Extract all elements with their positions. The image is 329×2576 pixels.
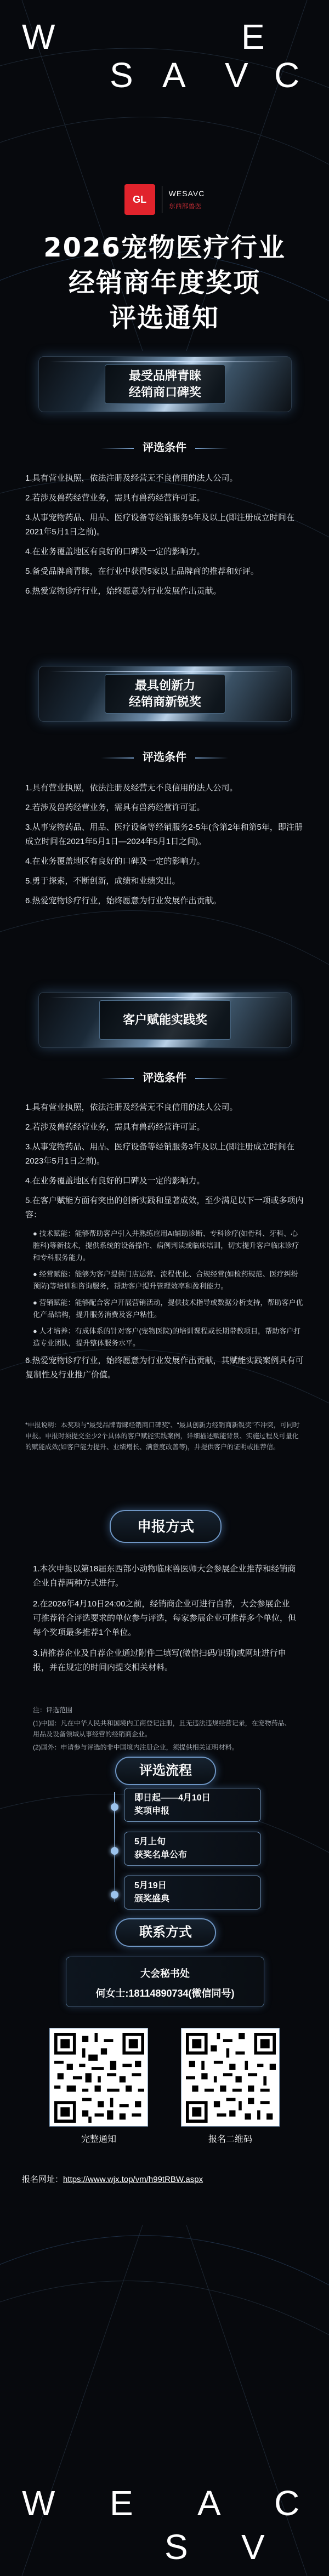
award-2-name-line-1: 最具创新力 bbox=[134, 679, 195, 692]
award-2-title bbox=[105, 674, 225, 714]
criteria-subitem: ● 经营赋能：能够为客户提供门店运营、流程优化、合规经营(如检药规范、医疗纠纷预防)等培训和咨询服务，帮助客户提升管理效率和盈利能力。 bbox=[33, 1270, 298, 1290]
flow-step-label: 奖项申报 bbox=[134, 1806, 170, 1816]
award-3-name: 客户赋能实践奖 bbox=[122, 1013, 207, 1027]
criteria-item: 5.在客户赋能方面有突出的创新实践和显著成效，至少满足以下一项或多项内容： bbox=[25, 1196, 304, 1219]
apply-item: 3.请推荐企业及自荐企业通过附件二填写(微信扫码/识别)或网址进行申报，并在规定的时间内提交相关材料。 bbox=[33, 1649, 286, 1672]
brand-letter-w: W bbox=[22, 17, 56, 56]
criteria-heading-text: 评选条件 bbox=[143, 751, 186, 763]
criteria-item: 4.在业务覆盖地区有良好的口碑及一定的影响力。 bbox=[25, 857, 205, 866]
award-2-criteria-list bbox=[25, 781, 305, 914]
contact-heading: 联系方式 bbox=[115, 1918, 216, 1947]
award-2-name-line-2: 经销商新锐奖 bbox=[128, 695, 201, 709]
award-1-name-line-2: 经销商口碑奖 bbox=[128, 385, 201, 399]
flow-step-date: 5月19日 bbox=[134, 1881, 167, 1890]
criteria-item: 2.若涉及兽药经营业务，需具有兽药经营许可证。 bbox=[25, 493, 205, 503]
title-line-1: 2026宠物医疗行业 bbox=[43, 232, 286, 263]
award-2-banner bbox=[38, 666, 292, 722]
scope-note-line: (1)中国：凡在中华人民共和国境内工商登记注册，且无违法违规经营记录，在宠物药品、用品及设备领域从事经营的经销商企业。 bbox=[33, 1719, 291, 1738]
logo-cn: 东西部兽医 bbox=[168, 202, 202, 210]
award-3-title bbox=[99, 1000, 231, 1040]
award-1-name-line-1: 最受品牌青睐 bbox=[128, 369, 201, 383]
apply-scope-note bbox=[33, 1705, 296, 1755]
criteria-item: 6.热爱宠物诊疗行业，始终愿意为行业发展作出贡献，其赋能实践案例具有可复制性及行业推广价值。 bbox=[25, 1356, 304, 1380]
flow-step-label: 获奖名单公布 bbox=[134, 1850, 188, 1860]
brand-letter-e: E bbox=[110, 2483, 134, 2523]
apply-item: 2.在2026年4月10日24:00之前，经销商企业可进行自荐，大会参展企业可推荐符合评选要求的单位参与评选，每家参展企业可推荐多个单位，但每个奖项最多推荐1个单位。 bbox=[33, 1599, 297, 1637]
qr-code-pattern bbox=[186, 2033, 276, 2123]
flow-step-date: 即日起——4月10日 bbox=[134, 1793, 211, 1803]
award-1-criteria-heading bbox=[0, 438, 329, 454]
title-line-3: 评选通知 bbox=[109, 303, 219, 333]
hero bbox=[0, 0, 329, 351]
award-1-criteria-list bbox=[25, 471, 305, 604]
criteria-item: 3.从事宠物药品、用品、医疗设备等经销服务2-5年(含第2年和第5年，即注册成立时间在2021年5月1日—2024年5月1日之间)。 bbox=[25, 823, 303, 846]
contact-box bbox=[66, 1957, 264, 2007]
flow-heading: 评选流程 bbox=[115, 1757, 216, 1785]
divider bbox=[195, 1078, 228, 1079]
flow-dot bbox=[111, 1847, 118, 1855]
brand-letter-e: E bbox=[241, 17, 266, 56]
flow-dot bbox=[111, 1803, 118, 1811]
registration-url-link[interactable]: https://www.wjx.top/vm/h99tRBW.aspx bbox=[63, 2175, 203, 2184]
brand-letter-c: C bbox=[274, 55, 301, 95]
flow-step-date: 5月上旬 bbox=[134, 1837, 166, 1846]
contact-person: 何女士:18114890734(微信同号) bbox=[95, 1988, 235, 1999]
flow-dot bbox=[111, 1891, 118, 1899]
contact-org: 大会秘书处 bbox=[140, 1968, 190, 1979]
banner-glow bbox=[50, 997, 280, 998]
criteria-item: 1.具有营业执照，依法注册及经营无不良信用的法人公司。 bbox=[25, 1103, 238, 1112]
title-line-2: 经销商年度奖项 bbox=[68, 267, 260, 298]
apply-heading: 申报方式 bbox=[110, 1510, 222, 1543]
award-3-banner bbox=[38, 992, 292, 1048]
brand-letter-c: C bbox=[274, 2483, 301, 2523]
divider bbox=[101, 757, 134, 759]
qr-code-full-notice[interactable] bbox=[49, 2028, 148, 2127]
criteria-item: 1.具有营业执照，依法注册及经营无不良信用的法人公司。 bbox=[25, 783, 238, 793]
award-3-criteria-heading bbox=[0, 1069, 329, 1085]
criteria-subitem: ● 人才培养：有成体系的针对客户(宠物医院)的培训课程或长期带教项目，帮助客户打造专业团队，提升整体服务水平。 bbox=[33, 1327, 301, 1347]
brand-letter-v: V bbox=[225, 55, 249, 95]
flow-step-3 bbox=[124, 1876, 261, 1910]
brand-letter-a: A bbox=[197, 2483, 222, 2523]
apply-item: 1.本次申报以第18届东西部小动物临床兽医师大会参展企业推荐和经销商企业自荐两种方式进行。 bbox=[33, 1564, 296, 1588]
flow-step-2 bbox=[124, 1832, 261, 1866]
criteria-item: 3.从事宠物药品、用品、医疗设备等经销服务3年及以上(即注册成立时间在2023年5月1日之前)。 bbox=[25, 1142, 294, 1166]
banner-glow bbox=[50, 361, 280, 362]
qr-label-registration: 报名二维码 bbox=[208, 2135, 252, 2144]
logo-text bbox=[169, 189, 205, 210]
brand-letter-v: V bbox=[241, 2527, 266, 2567]
brand-letter-a: A bbox=[162, 55, 187, 95]
award-1-banner bbox=[38, 356, 292, 412]
registration-url-line bbox=[22, 2173, 307, 2185]
criteria-item: 2.若涉及兽药经营业务，需具有兽药经营许可证。 bbox=[25, 1122, 205, 1132]
award-3-footnote: *申报说明：本奖项与“最受品牌青睐经销商口碑奖”、“最具创新力经销商新锐奖”不冲突，可同时申报。申报时须提交至少2个具体的客户赋能实践案例，详细描述赋能背景、实施过程及可量化的赋能成效(如客户能力提升、业绩增长、满意度改善等)，并提供客户的证明或推荐信。 bbox=[25, 1421, 300, 1451]
criteria-subitem: ● 营销赋能：能够配合客户开展营销活动，提供技术指导或数据分析支持，帮助客户优化产品结构，提升服务消费及客户粘性。 bbox=[33, 1298, 303, 1319]
divider bbox=[101, 448, 134, 449]
logo-mark: GL bbox=[124, 184, 155, 215]
brand-letter-w: W bbox=[22, 2483, 56, 2523]
brand-logo bbox=[0, 184, 329, 215]
criteria-subitem: ● 技术赋能：能够帮助客户引入并熟练应用AI辅助诊断、专科诊疗(如骨科、牙科、心脏科)等新技术，提供系统的设备操作、病例判读或临床培训，切实提升客户临床诊疗和专科服务能力。 bbox=[33, 1229, 299, 1262]
criteria-item: 3.从事宠物药品、用品、医疗设备等经销服务5年及以上(即注册成立时间在2021年5月1日之前)。 bbox=[25, 513, 294, 537]
criteria-heading-text: 评选条件 bbox=[143, 442, 186, 454]
criteria-item: 6.热爱宠物诊疗行业，始终愿意为行业发展作出贡献。 bbox=[25, 896, 222, 905]
url-label: 报名网址： bbox=[22, 2175, 64, 2184]
criteria-item: 6.热爱宠物诊疗行业，始终愿意为行业发展作出贡献。 bbox=[25, 586, 222, 596]
criteria-item: 5.勇于探索，不断创新，成绩和业绩突出。 bbox=[25, 876, 180, 886]
qr-code-pattern bbox=[54, 2033, 144, 2123]
criteria-item: 1.具有营业执照，依法注册及经营无不良信用的法人公司。 bbox=[25, 474, 238, 483]
brand-letter-s: S bbox=[110, 55, 134, 95]
flow-step-label: 颁奖盛典 bbox=[134, 1894, 170, 1903]
main-title bbox=[0, 230, 329, 335]
divider bbox=[195, 448, 228, 449]
apply-method-list bbox=[33, 1562, 296, 1682]
banner-glow bbox=[50, 671, 280, 672]
award-3-criteria-list bbox=[25, 1101, 305, 1388]
award-2-criteria-heading bbox=[0, 748, 329, 764]
criteria-item: 4.在业务覆盖地区有良好的口碑及一定的影响力。 bbox=[25, 1176, 205, 1186]
qr-label-full-notice: 完整通知 bbox=[81, 2135, 116, 2144]
divider bbox=[195, 757, 228, 759]
divider bbox=[101, 1078, 134, 1079]
criteria-heading-text: 评选条件 bbox=[143, 1072, 186, 1084]
scope-note-line: 注：评选范围 bbox=[33, 1706, 73, 1714]
flow-step-1 bbox=[124, 1788, 261, 1822]
criteria-item: 5.备受品牌商青睐，在行业中获得5家以上品牌商的推荐和好评。 bbox=[25, 567, 259, 576]
award-1-title bbox=[105, 364, 225, 404]
criteria-item: 2.若涉及兽药经营业务，需具有兽药经营许可证。 bbox=[25, 803, 205, 812]
logo-en: WESAVC bbox=[168, 189, 205, 198]
brand-letter-s: S bbox=[164, 2527, 189, 2567]
criteria-item: 4.在业务覆盖地区有良好的口碑及一定的影响力。 bbox=[25, 547, 205, 556]
scope-note-line: (2)国外：申请参与评选的非中国境内注册企业，须提供相关证明材料。 bbox=[33, 1743, 239, 1751]
qr-code-registration[interactable] bbox=[181, 2028, 280, 2127]
